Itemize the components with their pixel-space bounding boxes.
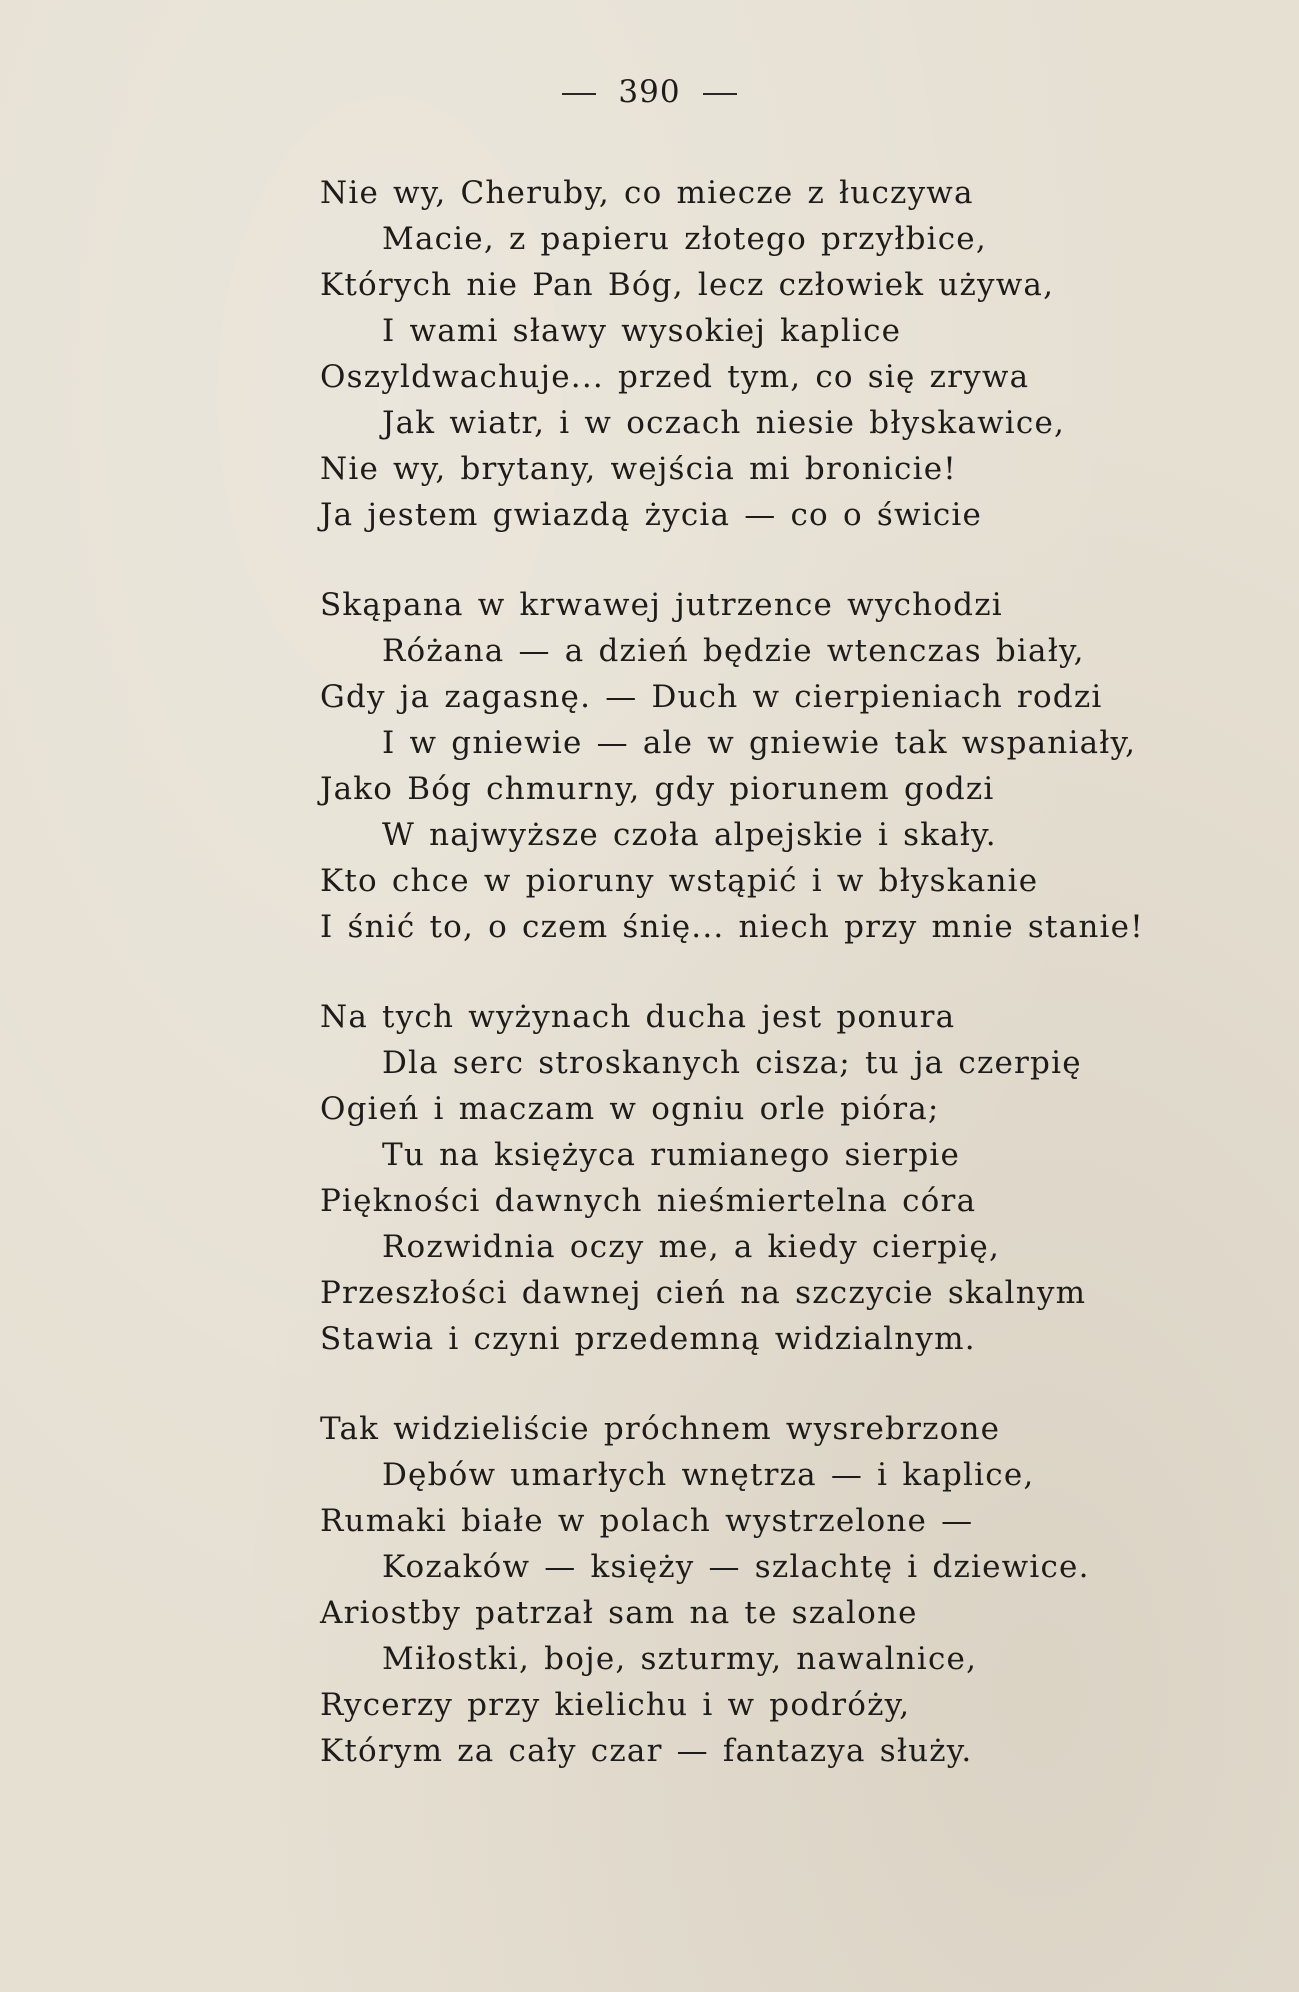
poem-line: Jako Bóg chmurny, gdy piorunem godzi	[320, 771, 995, 807]
poem-line: I śnić to, o czem śnię... niech przy mnie stanie!	[320, 909, 1144, 945]
poem-line: Jak wiatr, i w oczach niesie błyskawice,	[382, 405, 1066, 441]
poem-line: Nie wy, Cheruby, co miecze z łuczywa	[320, 175, 974, 211]
poem-line: Ariostby patrzał sam na te szalone	[320, 1595, 918, 1631]
poem-line: Ogień i maczam w ogniu orle pióra;	[320, 1091, 940, 1127]
poem-line: Rozwidnia oczy me, a kiedy cierpię,	[382, 1229, 1001, 1265]
poem-line: Na tych wyżynach ducha jest ponura	[320, 999, 956, 1035]
poem-line: W najwyższe czoła alpejskie i skały.	[382, 817, 997, 853]
poem-line: Rycerzy przy kielichu i w podróży,	[320, 1687, 911, 1723]
page-header	[0, 74, 1299, 110]
poem-line: Kto chce w pioruny wstąpić i w błyskanie	[320, 863, 1039, 899]
poem-line: Rumaki białe w polach wystrzelone —	[320, 1503, 974, 1539]
poem-line: Przeszłości dawnej cień na szczycie skalnym	[320, 1275, 1087, 1311]
header-dash-left	[562, 93, 596, 95]
poem-line: Gdy ja zagasnę. — Duch w cierpieniach rodzi	[320, 679, 1103, 715]
poem-line: Kozaków — księży — szlachtę i dziewice.	[382, 1549, 1090, 1585]
poem-line: Stawia i czyni przedemną widzialnym.	[320, 1321, 976, 1357]
poem-line: I w gniewie — ale w gniewie tak wspaniały,	[382, 725, 1137, 761]
poem-line: Skąpana w krwawej jutrzence wychodzi	[320, 587, 1003, 623]
page-number: 390	[618, 74, 681, 110]
poem-line: Których nie Pan Bóg, lecz człowiek używa,	[320, 267, 1055, 303]
poem-line: Tak widzieliście próchnem wysrebrzone	[320, 1411, 1001, 1447]
poem-line: Macie, z papieru złotego przyłbice,	[382, 221, 987, 257]
poem-line: Dębów umarłych wnętrza — i kaplice,	[382, 1457, 1035, 1493]
poem-text	[320, 170, 1250, 1818]
poem-line: Piękności dawnych nieśmiertelna córa	[320, 1183, 977, 1219]
poem-line: I wami sławy wysokiej kaplice	[382, 313, 902, 349]
stanza	[320, 994, 1250, 1362]
poem-line: Którym za cały czar — fantazya służy.	[320, 1733, 973, 1769]
stanza	[320, 1406, 1250, 1774]
poem-line: Oszyldwachuje... przed tym, co się zrywa	[320, 359, 1030, 395]
poem-line: Ja jestem gwiazdą życia — co o świcie	[320, 497, 983, 533]
stanza	[320, 582, 1250, 950]
poem-line: Miłostki, boje, szturmy, nawalnice,	[382, 1641, 978, 1677]
header-dash-right	[703, 93, 737, 95]
poem-line: Różana — a dzień będzie wtenczas biały,	[382, 633, 1085, 669]
stanza	[320, 170, 1250, 538]
poem-line: Tu na księżyca rumianego sierpie	[382, 1137, 961, 1173]
poem-line: Nie wy, brytany, wejścia mi bronicie!	[320, 451, 957, 487]
poem-line: Dla serc stroskanych cisza; tu ja czerpię	[382, 1045, 1082, 1081]
